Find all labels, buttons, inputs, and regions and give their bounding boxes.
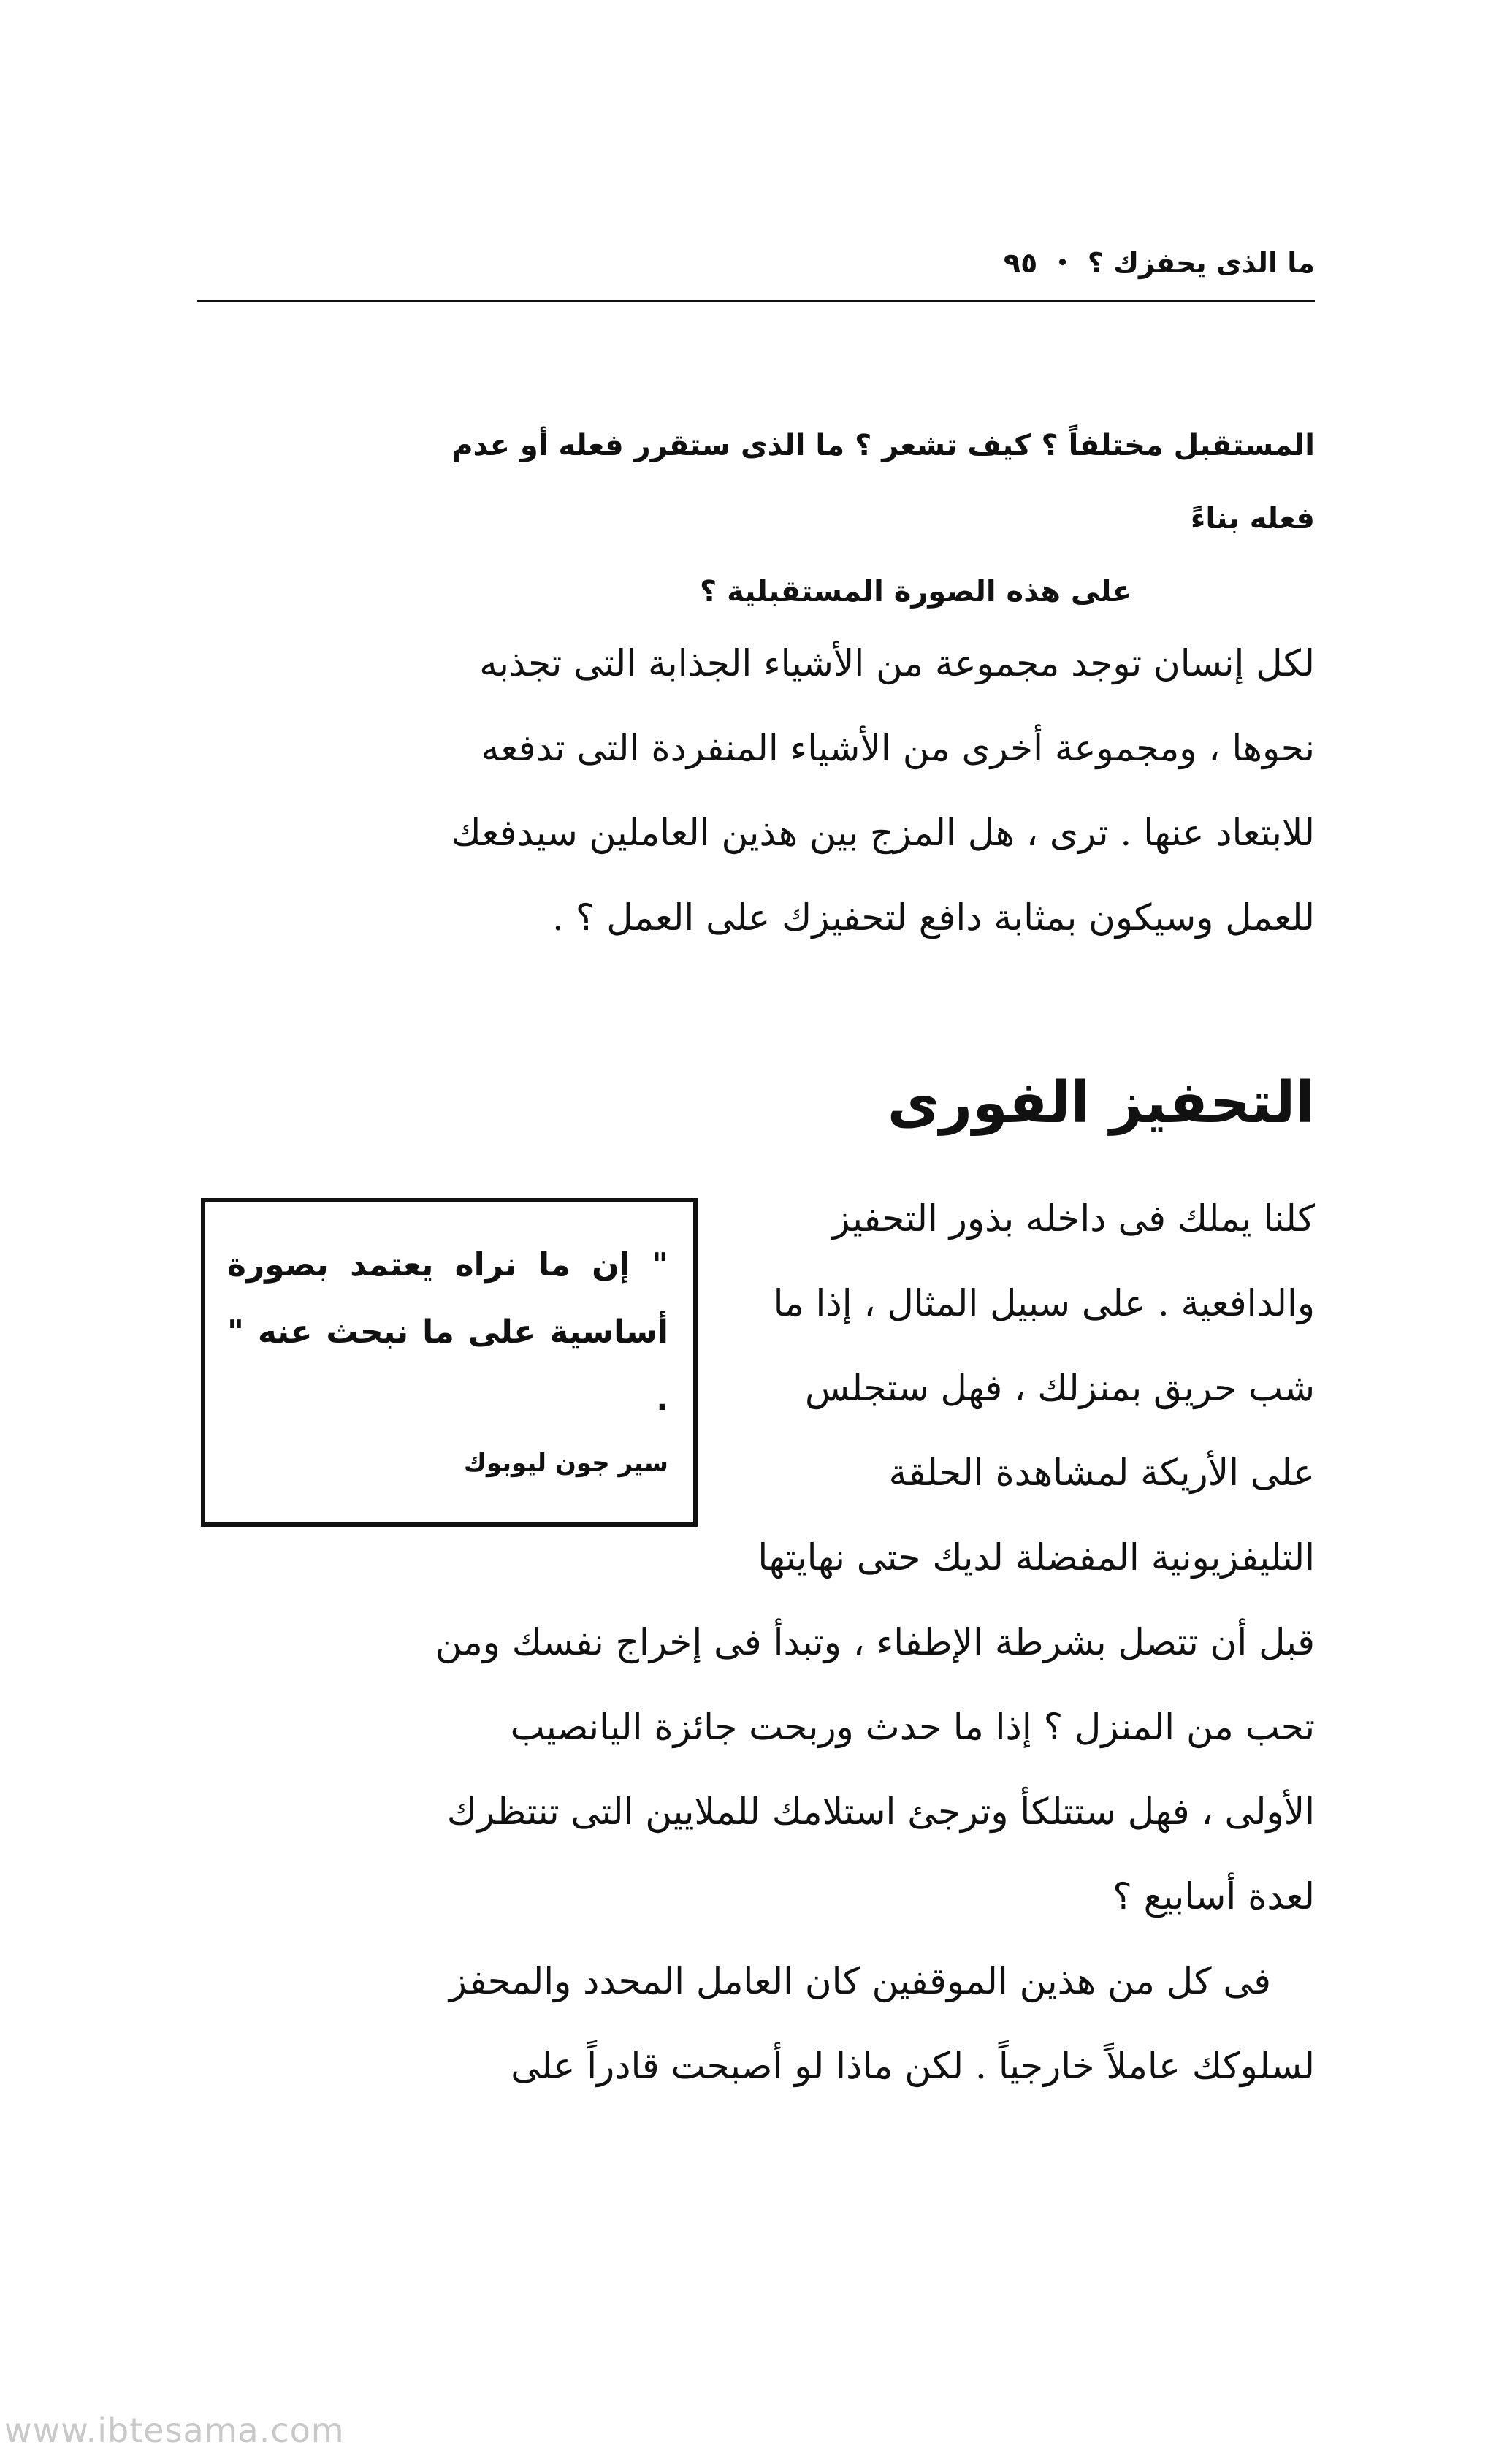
chapter-title: ما الذى يحفزك ؟ <box>1087 247 1315 279</box>
quote-box <box>201 1198 698 1527</box>
text-line: فى كل من هذين الموقفين كان العامل المحدد والمحفز <box>449 1960 1271 2002</box>
text-line: تحب من المنزل ؟ إذا ما حدث وربحت جائزة اليانصيب <box>510 1706 1315 1748</box>
header-rule <box>197 300 1315 302</box>
text-line: للابتعاد عنها . ترى ، هل المزج بين هذين العاملين سيدفعك <box>451 812 1315 854</box>
text-line: والدافعية . على سبيل المثال ، إذا ما <box>773 1282 1315 1324</box>
text-line: نحوها ، ومجموعة أخرى من الأشياء المنفردة التى تدفعه <box>481 727 1315 769</box>
header-bullet: • <box>1056 252 1069 274</box>
text-line: لسلوكك عاملاً خارجياً . لكن ماذا لو أصبحت قادراً على <box>511 2045 1315 2087</box>
page-number: ٩٥ <box>1003 247 1038 279</box>
text-line: لكل إنسان توجد مجموعة من الأشياء الجذابة التى تجذبه <box>479 642 1315 684</box>
intro-line: على هذه الصورة المستقبلية ؟ <box>700 575 1132 609</box>
text-line: للعمل وسيكون بمثابة دافع لتحفيزك على العمل ؟ . <box>552 896 1315 939</box>
watermark: www.ibtesama.com <box>4 2411 345 2450</box>
paragraph-3 <box>380 1600 1315 2108</box>
paragraph-1 <box>380 621 1315 960</box>
intro-text <box>409 409 1315 628</box>
running-header <box>197 241 1315 285</box>
text-line: لعدة أسابيع ؟ <box>1113 1875 1315 1918</box>
text-line: قبل أن تتصل بشرطة الإطفاء ، وتبدأ فى إخراج نفسك ومن <box>435 1621 1315 1663</box>
text-line: التليفزيونية المفضلة لديك حتى نهايتها <box>757 1536 1315 1579</box>
quote-author: سير جون ليوبوك <box>463 1449 668 1478</box>
quote-text: " إن ما نراه يعتمد بصورة أساسية على ما نبحث عنه " . <box>227 1246 668 1418</box>
intro-line: المستقبل مختلفاً ؟ كيف تشعر ؟ ما الذى ستقرر فعله أو عدم فعله بناءً <box>451 429 1315 535</box>
text-line: كلنا يملك فى داخله بذور التحفيز <box>832 1197 1315 1240</box>
section-heading: التحفيز الفورى <box>887 1070 1315 1136</box>
paragraph-2 <box>720 1176 1315 1600</box>
text-line: الأولى ، فهل ستتلكأ وترجئ استلامك للملايين التى تنتظرك <box>446 1790 1315 1833</box>
text-line: شب حريق بمنزلك ، فهل ستجلس <box>805 1367 1315 1409</box>
text-line: على الأريكة لمشاهدة الحلقة <box>888 1452 1315 1494</box>
